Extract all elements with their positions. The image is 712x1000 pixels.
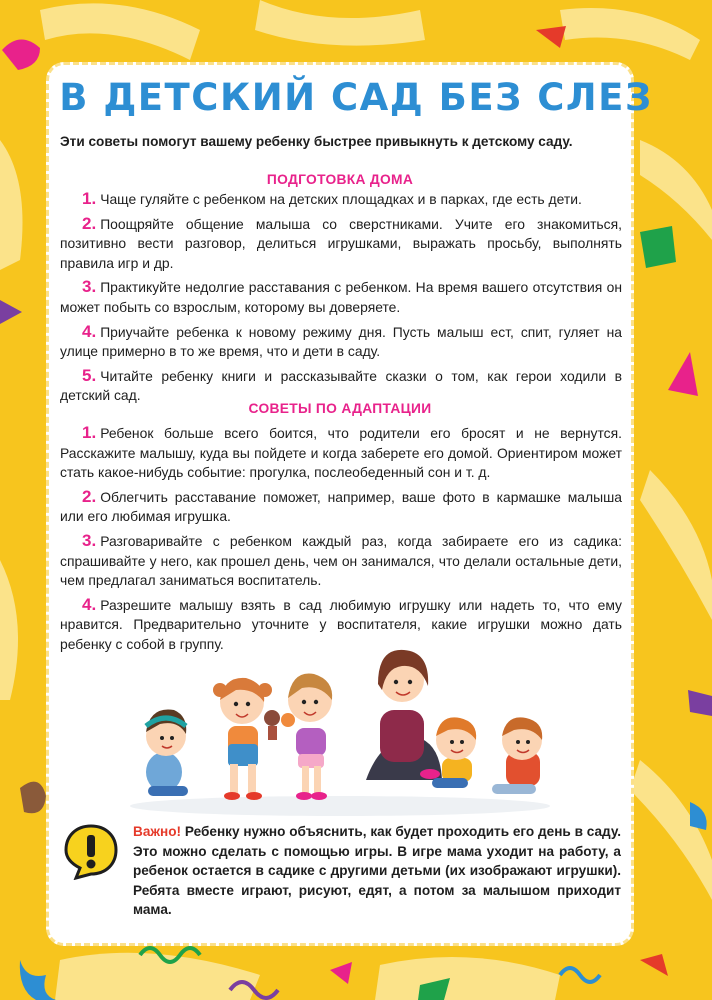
item-text: Поощряйте общение малыша со сверстниками. Учите его знакомиться, позитивно вести разговор, делиться игрушками, выражать просьбу, выполнять правила игр и др.: [60, 215, 622, 271]
item-text: Чаще гуляйте с ребенком на детских площадках и в парках, где есть дети.: [100, 191, 582, 207]
item-number: 4.: [82, 321, 97, 341]
important-note: [133, 822, 621, 920]
exclamation-icon: [62, 822, 120, 880]
list-item: [60, 487, 622, 527]
kids-illustration: [120, 640, 560, 820]
item-number: 1.: [82, 189, 97, 208]
important-label: Важно!: [133, 824, 182, 839]
list-item: [60, 214, 622, 274]
list-item: [60, 531, 622, 591]
child-boy-red: [492, 717, 542, 794]
adaptation-tips-list: [60, 423, 622, 659]
list-item: [60, 189, 622, 210]
item-text: Ребенок больше всего боится, что родители его бросят и не вернутся. Расскажите малышу, куда вы пойдете и когда заберете его домой. Ориентиром может стать какое-нибудь событие: прогулка, послеобеденный сон и т. д.: [60, 425, 622, 481]
page-title: В ДЕТСКИЙ САД БЕЗ СЛЕЗ: [59, 76, 653, 119]
item-number: 3.: [82, 277, 97, 297]
home-tips-list: [60, 189, 622, 410]
item-number: 2.: [82, 213, 97, 233]
item-number: 5.: [82, 365, 97, 385]
item-number: 2.: [82, 486, 97, 506]
item-text: Облегчить расставание поможет, например, ваше фото в кармашке малыша или его любимая игрушка.: [60, 488, 622, 525]
intro-text: Эти советы помогут вашему ребенку быстрее привыкнуть к детскому саду.: [60, 134, 573, 149]
section-title-adaptation: СОВЕТЫ ПО АДАПТАЦИИ: [248, 401, 432, 416]
item-number: 1.: [82, 423, 97, 442]
mother: [366, 650, 442, 780]
child-girl-purple: [281, 674, 332, 801]
item-number: 3.: [82, 530, 97, 550]
list-item: [60, 366, 622, 406]
item-text: Практикуйте недолгие расставания с ребенком. На время вашего отсутствия он может побыть со взрослым, которому вы доверяете.: [60, 279, 622, 315]
item-text: Читайте ребенку книги и рассказывайте сказки о том, как герои ходили в детский сад.: [60, 367, 622, 404]
item-number: 4.: [82, 594, 97, 614]
child-girl-standing: [213, 678, 280, 800]
child-girl-sitting: [146, 709, 188, 796]
section-title-home: ПОДГОТОВКА ДОМА: [266, 172, 414, 187]
list-item: [60, 423, 622, 483]
item-text: Приучайте ребенка к новому режиму дня. Пусть малыш ест, спит, гуляет на улице примерно в то же время, что и дети в саду.: [60, 323, 622, 360]
important-text: Ребенку нужно объяснить, как будет проходить его день в саду. Это можно сделать с помощью игры. В игре мама уходит на работу, а ребенок остается в садике с другими детьми (их изображают игрушки). Ребята вместе играют, рисуют, едят, а потом за малышом приходит мама.: [133, 824, 621, 918]
item-text: Разговаривайте с ребенком каждый раз, когда забираете его из садика: спрашивайте у него, как прошел день, чем он занимался, что делали остальные дети, чем предлагал заниматься воспитатель.: [60, 532, 622, 589]
list-item: [60, 277, 622, 317]
item-text: Разрешите малышу взять в сад любимую игрушку или надеть то, что ему нравится. Предварительно уточните у воспитателя, какие игрушки можно дать ребенку с собой в группу.: [60, 596, 622, 652]
list-item: [60, 322, 622, 362]
